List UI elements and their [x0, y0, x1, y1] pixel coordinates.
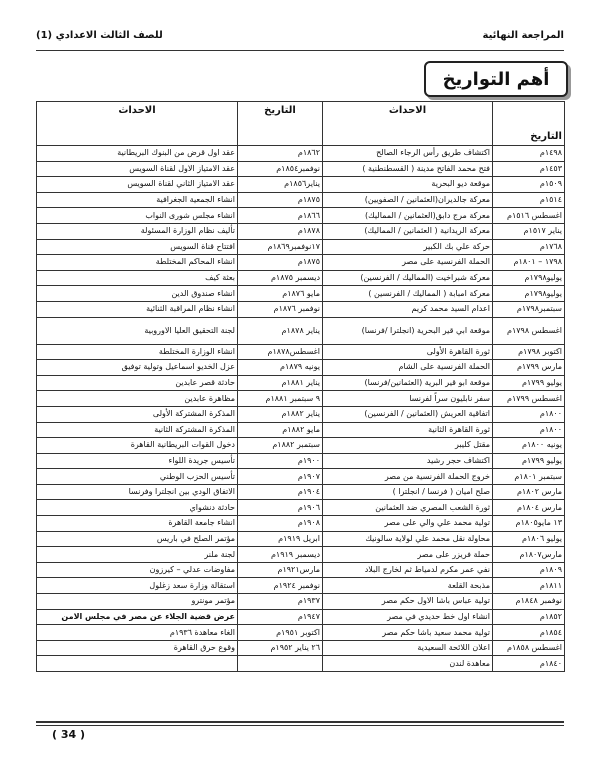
event-cell [37, 656, 238, 672]
date-cell: ١٤٥٣م [493, 161, 565, 177]
table-row [37, 453, 565, 469]
event-cell: معاهدة لندن [323, 656, 493, 672]
table-row [37, 192, 565, 208]
event-cell: حادثة قصر عابدين [37, 375, 238, 391]
event-cell: انشاء مجلس شورى النواب [37, 208, 238, 224]
event-cell: مذبحة القلعة [323, 578, 493, 594]
date-cell: نوفمبر ١٨٧٦م [238, 301, 323, 317]
event-cell: عقد اول قرض من البنوك البريطانية [37, 146, 238, 162]
table-row [37, 594, 565, 610]
date-cell: نوفمبر١٨٥٤م [238, 161, 323, 177]
event-cell: معركة امبابة ( المماليك / الفرنسين ) [323, 286, 493, 302]
date-cell: ١٨٧٥م [238, 192, 323, 208]
date-cell: ١٨٠٩م [493, 562, 565, 578]
table-row [37, 547, 565, 563]
date-cell: ١٩٤٧م [238, 609, 323, 625]
event-cell: ثورة القاهرة الثانية [323, 422, 493, 438]
date-cell: مارس١٩٢١م [238, 562, 323, 578]
page-title: أهم التواريخ [424, 61, 568, 97]
date-cell [238, 656, 323, 672]
table-row [37, 469, 565, 485]
event-cell: موقعة ابو قير البرية (العثمانين/فرنسا) [323, 375, 493, 391]
date-cell: ٢٦ يناير ١٩٥٢م [238, 640, 323, 656]
table-row [37, 422, 565, 438]
table-row [37, 391, 565, 407]
event-cell: اعدام السيد محمد كريم [323, 301, 493, 317]
event-cell: الاتفاق الودي بين انجلترا وفرنسا [37, 484, 238, 500]
event-cell: الحملة الفرنسية على الشام [323, 360, 493, 376]
event-cell: استقالة وزارة سعد زغلول [37, 578, 238, 594]
event-cell: اتفاقية العريش (العثمانين / الفرنسين) [323, 406, 493, 422]
date-cell: ١٩٣٧م [238, 594, 323, 610]
event-cell: عقد الامتياز الثاني لقناة السويس [37, 177, 238, 193]
event-cell: مقتل كليبر [323, 438, 493, 454]
date-cell: ١٩٠٦م [238, 500, 323, 516]
date-cell: ١٨٥٢م [493, 609, 565, 625]
date-cell: يوليو ١٧٩٩م [493, 453, 565, 469]
date-cell: ١٩٠٨م [238, 516, 323, 532]
date-cell: ١٩٠٠م [238, 453, 323, 469]
event-cell: مظاهرة عابدين [37, 391, 238, 407]
date-cell: ١٥١٤م [493, 192, 565, 208]
table-row [37, 255, 565, 271]
date-cell: مارس ١٨٠٢م [493, 484, 565, 500]
event-cell: مفاوضات عدلي – كيرزون [37, 562, 238, 578]
table-row [37, 239, 565, 255]
table-row [37, 516, 565, 532]
date-cell: يوليو١٧٩٨م [493, 286, 565, 302]
date-cell: ١٣ مايو١٨٠٥م [493, 516, 565, 532]
table-row [37, 375, 565, 391]
date-cell: سبتمبر١٧٩٨م [493, 301, 565, 317]
event-cell: الغاء معاهدة ١٩٣٦م [37, 625, 238, 641]
event-cell: انشاء نظام المراقبة الثنائية [37, 301, 238, 317]
table-row [37, 578, 565, 594]
table-row [37, 286, 565, 302]
date-cell: ١٩٠٧م [238, 469, 323, 485]
date-cell: ١٨٧٨م [238, 223, 323, 239]
event-cell: مؤتمر مونترو [37, 594, 238, 610]
date-cell: نوفمبر ١٨٤٨م [493, 594, 565, 610]
event-cell: تأسيس جريدة اللواء [37, 453, 238, 469]
table-row [37, 317, 565, 344]
event-cell: بعثة كيف [37, 270, 238, 286]
event-cell: المذكرة المشتركة الأولى [37, 406, 238, 422]
date-cell: ١٧نوفمبر١٨٦٩م [238, 239, 323, 255]
date-cell: ١٥٠٩م [493, 177, 565, 193]
page-header [36, 30, 564, 48]
col-header-date-1: التاريخ [493, 102, 565, 146]
event-cell: تولية عباس باشا الاول حكم مصر [323, 594, 493, 610]
event-cell: موقعة ابي قير البحرية (انجلترا /فرنسا) [323, 317, 493, 344]
event-cell: محاولة نقل محمد علي لولاية سالونيك [323, 531, 493, 547]
table-row [37, 146, 565, 162]
col-header-date-2: التاريخ [238, 102, 323, 146]
date-cell: مارس ١٧٩٩م [493, 360, 565, 376]
date-cell: اغسطس ١٧٩٨م [493, 317, 565, 344]
event-cell: عقد الامتياز الاول لقناة السويس [37, 161, 238, 177]
date-cell: ١٧٩٨ – ١٨٠١م [493, 255, 565, 271]
event-cell: اعلان اللائحة السعيدية [323, 640, 493, 656]
date-cell: يناير١٨٥٦م [238, 177, 323, 193]
table-row [37, 344, 565, 360]
date-cell: ١٨١١م [493, 578, 565, 594]
event-cell: نفي عمر مكرم لدمياط ثم لخارج البلاد [323, 562, 493, 578]
date-cell: يوليو١٧٩٨م [493, 270, 565, 286]
event-cell: معركة الريدانية ( العثمانين / المماليك) [323, 223, 493, 239]
col-header-events-1: الاحداث [323, 102, 493, 146]
table-row [37, 562, 565, 578]
date-cell: ديسمبر ١٩١٩م [238, 547, 323, 563]
table-row [37, 301, 565, 317]
date-cell: ١٨٠٠م [493, 422, 565, 438]
event-cell: صلح اميان ( فرنسا / انجلترا ) [323, 484, 493, 500]
event-cell: تأليف نظام الوزارة المسئولة [37, 223, 238, 239]
header-grade-label: للصف الثالث الاعدادي (1) [36, 30, 163, 41]
table-row [37, 223, 565, 239]
date-cell: اكتوبر ١٩٥١م [238, 625, 323, 641]
event-cell: تأسيس الحزب الوطني [37, 469, 238, 485]
date-cell: مايو ١٨٨٢م [238, 422, 323, 438]
event-cell: حملة فريزر على مصر [323, 547, 493, 563]
col-header-events-2: الاحداث [37, 102, 238, 146]
event-cell: مؤتمر الصلح في باريس [37, 531, 238, 547]
event-cell: عزل الخديو اسماعيل وتولية توفيق [37, 360, 238, 376]
event-cell: سفر نابليون سراً لفرنسا [323, 391, 493, 407]
table-row [37, 609, 565, 625]
event-cell: لجنة ملنر [37, 547, 238, 563]
date-cell: مارس ١٨٠٤م [493, 500, 565, 516]
event-cell: ثورة الشعب المصري ضد العثمانين [323, 500, 493, 516]
table-row [37, 484, 565, 500]
date-cell: يناير ١٨٨٢م [238, 406, 323, 422]
date-cell: ابريل ١٩١٩م [238, 531, 323, 547]
date-cell: اكتوبر ١٧٩٨م [493, 344, 565, 360]
page-number: ( 34 ) [52, 728, 86, 741]
event-cell: انشاء المحاكم المختلطة [37, 255, 238, 271]
dates-table [36, 101, 565, 672]
date-cell: ١٨٦٦م [238, 208, 323, 224]
date-cell: يناير ١٨٨١م [238, 375, 323, 391]
event-cell: خروج الحملة الفرنسية من مصر [323, 469, 493, 485]
event-cell: عرض قضية الجلاء عن مصر في مجلس الامن [37, 609, 238, 625]
date-cell: اغسطس ١٨٥٨م [493, 640, 565, 656]
event-cell: انشاء الوزارة المختلطة [37, 344, 238, 360]
table-row [37, 270, 565, 286]
date-cell: مارس١٨٠٧م [493, 547, 565, 563]
date-cell: ١٩٠٤م [238, 484, 323, 500]
footer-rule-thin [36, 725, 564, 726]
event-cell: تولية محمد سعيد باشا حكم مصر [323, 625, 493, 641]
event-cell: انشاء الجمعية الجغرافية [37, 192, 238, 208]
event-cell: ثورة القاهرة الأولى [323, 344, 493, 360]
table-row [37, 161, 565, 177]
date-cell: ١٨٠٠م [493, 406, 565, 422]
header-review-label: المراجعة النهائية [482, 30, 564, 41]
event-cell: معركة جالديران(العثمانين / الصفويين) [323, 192, 493, 208]
date-cell: سبتمبر ١٨٨٢م [238, 438, 323, 454]
date-cell: ١٨٥٤م [493, 625, 565, 641]
date-cell: ٩ سبتمبر ١٨٨١م [238, 391, 323, 407]
event-cell: المذكرة المشتركة الثانية [37, 422, 238, 438]
event-cell: الحملة الفرنسية على مصر [323, 255, 493, 271]
date-cell: سبتمبر ١٨٠١م [493, 469, 565, 485]
date-cell: يونيه ١٨٠٠م [493, 438, 565, 454]
date-cell: مايو ١٨٧٦م [238, 286, 323, 302]
event-cell: اكتشاف حجر رشيد [323, 453, 493, 469]
table-row [37, 177, 565, 193]
event-cell: انشاء صندوق الدين [37, 286, 238, 302]
date-cell: اغسطس ١٥١٦م [493, 208, 565, 224]
table-row [37, 438, 565, 454]
event-cell: افتتاح قناة السويس [37, 239, 238, 255]
table-row [37, 531, 565, 547]
date-cell: ١٧٦٨م [493, 239, 565, 255]
table-row [37, 406, 565, 422]
date-cell: يوليو ١٧٩٩م [493, 375, 565, 391]
date-cell: ١٨٧٥م [238, 255, 323, 271]
table-row [37, 360, 565, 376]
date-cell: يناير ١٥١٧م [493, 223, 565, 239]
event-cell: موقعة ديو البحرية [323, 177, 493, 193]
event-cell: انشاء اول خط حديدي في مصر [323, 609, 493, 625]
date-cell: اغسطس١٨٧٨م [238, 344, 323, 360]
table-body [37, 146, 565, 672]
event-cell: لجنة التحقيق العليا الاوروبية [37, 317, 238, 344]
event-cell: انشاء جامعة القاهرة [37, 516, 238, 532]
event-cell: تولية محمد علي والي على مصر [323, 516, 493, 532]
event-cell: دخول القوات البريطانية القاهرة [37, 438, 238, 454]
event-cell: حركة علي بك الكبير [323, 239, 493, 255]
event-cell: اكتشاف طريق رأس الرجاء الصالح [323, 146, 493, 162]
event-cell: معركة مرج دابق(العثمانين / المماليك) [323, 208, 493, 224]
header-rule [36, 50, 564, 51]
date-cell: يوليو ١٨٠٦م [493, 531, 565, 547]
table-row [37, 640, 565, 656]
event-cell: وقوع حرق القاهرة [37, 640, 238, 656]
date-cell: يناير ١٨٧٨م [238, 317, 323, 344]
date-cell: ١٨٤٠م [493, 656, 565, 672]
footer-rule [36, 721, 564, 723]
date-cell: نوفمبر ١٩٢٤م [238, 578, 323, 594]
event-cell: فتح محمد الفاتح مدينة ( القسطنطنية ) [323, 161, 493, 177]
date-cell: ديسمبر ١٨٧٥م [238, 270, 323, 286]
table-row [37, 500, 565, 516]
table-row [37, 625, 565, 641]
date-cell: يونيه ١٨٧٩م [238, 360, 323, 376]
date-cell: اغسطس ١٧٩٩م [493, 391, 565, 407]
event-cell: حادثة دنشواي [37, 500, 238, 516]
table-row [37, 208, 565, 224]
date-cell: ١٨٦٢م [238, 146, 323, 162]
table-row [37, 656, 565, 672]
date-cell: ١٤٩٨م [493, 146, 565, 162]
event-cell: معركة شبراخيت (المماليك / الفرنسين) [323, 270, 493, 286]
